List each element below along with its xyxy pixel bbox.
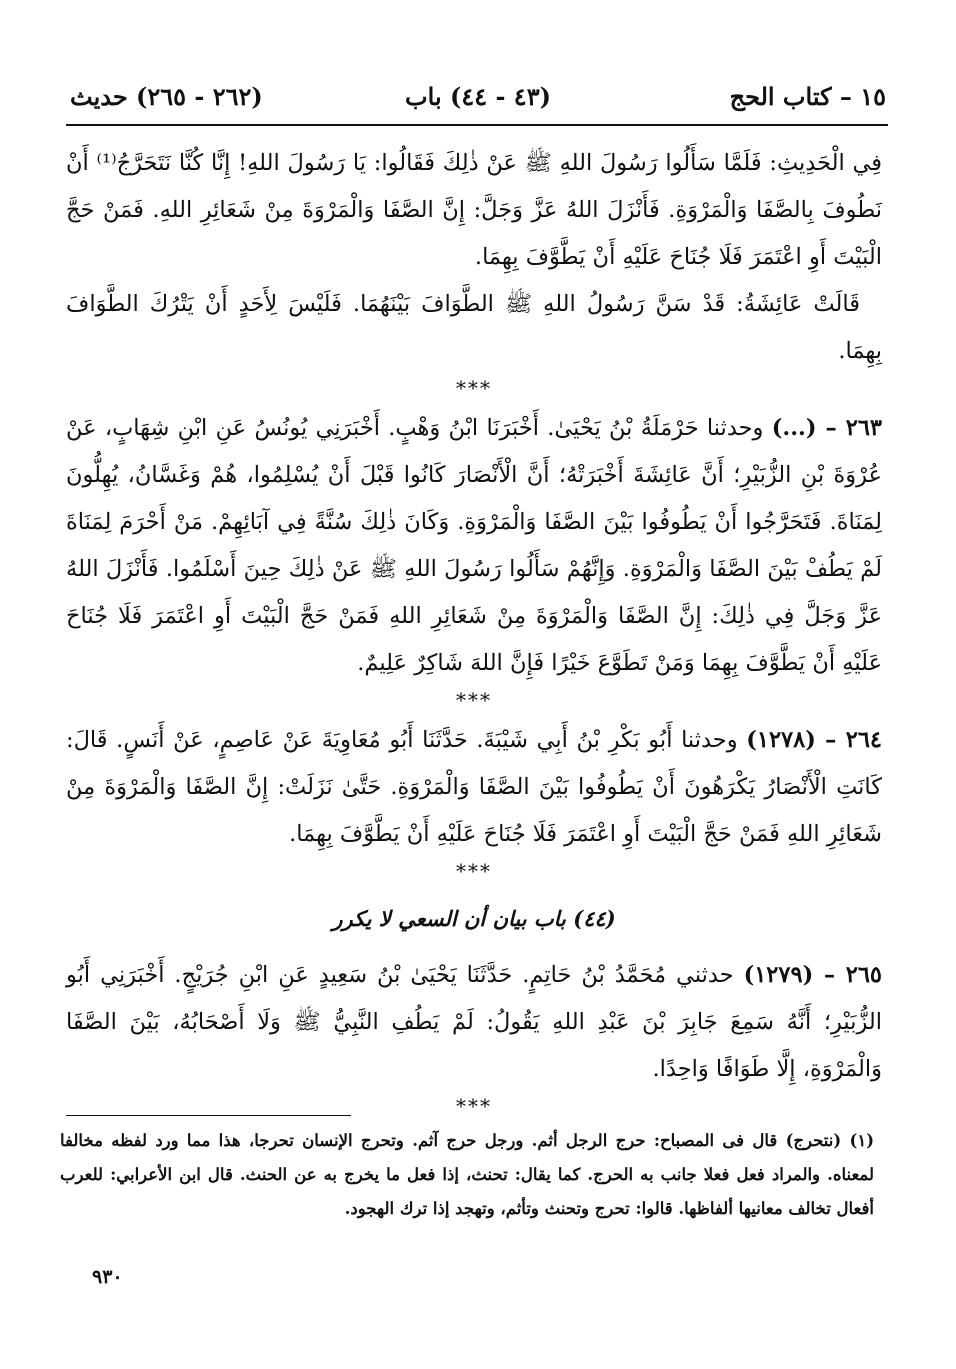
hadith-265-number: ٢٦٥ – (١٢٧٩)	[743, 962, 883, 988]
hadith-264	[66, 717, 882, 858]
separator-stars: ***	[456, 376, 492, 400]
page-number: ٩٣٠	[92, 1266, 123, 1288]
header-rule	[66, 124, 888, 126]
hadith-265	[66, 952, 882, 1093]
separator-stars: ***	[456, 688, 492, 712]
main-text	[66, 140, 882, 1123]
hadith-264-text: وحدثنا أَبُو بَكْرِ بْنُ أَبِي شَيْبَةَ. حَدَّثَنَا أَبُو مُعَاوِيَةَ عَنْ عَاصِمٍ، عَنْ أَنَسٍ. قَالَ: كَانَتِ الْأَنْصَارُ يَكْرَهُونَ أَنْ يَطُوفُوا بَيْنَ الصَّفَا وَالْمَرْوَةِ. حَتَّىٰ نَزَلَتْ: إِنَّ الصَّفَا وَالْمَرْوَةَ مِنْ شَعَائِرِ اللهِ فَمَنْ حَجَّ الْبَيْتَ أَوِ اعْتَمَرَ فَلَا جُنَاحَ عَلَيْهِ أَنْ يَطَّوَّفَ بِهِمَا.	[66, 727, 882, 847]
header-book-title: ١٥ – كتاب الحج	[729, 82, 886, 111]
header-bab-range: (٤٣ - ٤٤) باب	[405, 82, 551, 111]
footnote-rule	[66, 1115, 351, 1116]
hadith-263	[66, 405, 882, 687]
separator-stars: ***	[456, 1094, 492, 1118]
hadith-263-text: وحدثنا حَرْمَلَةُ بْنُ يَحْيَىٰ. أَخْبَرَنَا ابْنُ وَهْبٍ. أَخْبَرَنِي يُونُسُ عَنِ ابْنِ شِهَابٍ، عَنْ عُرْوَةَ بْنِ الزُّبَيْرِ؛ أَنَّ عَائِشَةَ أَخْبَرَتْهُ؛ أَنَّ الْأَنْصَارَ كَانُوا قَبْلَ أَنْ يُسْلِمُوا، هُمْ وَغَسَّانُ، يُهِلُّونَ لِمَنَاةَ. فَتَحَرَّجُوا أَنْ يَطُوفُوا بَيْنَ الصَّفَا وَالْمَرْوَةِ. وَكَانَ ذٰلِكَ سُنَّةً فِي آبَائِهِمْ. مَنْ أَحْرَمَ لِمَنَاةَ لَمْ يَطُفْ بَيْنَ الصَّفَا وَالْمَرْوَةِ. وَإِنَّهُمْ سَأَلُوا رَسُولَ اللهِ ﷺ عَنْ ذٰلِكَ حِينَ أَسْلَمُوا. فَأَنْزَلَ اللهُ عَزَّ وَجَلَّ فِي ذٰلِكَ: إِنَّ الصَّفَا وَالْمَرْوَةَ مِنْ شَعَائِرِ اللهِ فَمَنْ حَجَّ الْبَيْتَ أَوِ اعْتَمَرَ فَلَا جُنَاحَ عَلَيْهِ أَنْ يَطَّوَّفَ بِهِمَا وَمَنْ تَطَوَّعَ خَيْرًا فَإِنَّ اللهَ شَاكِرٌ عَلِيمٌ.	[66, 415, 882, 676]
header-hadith-range: (٢٦٢ - ٢٦٥) حديث	[70, 82, 263, 111]
hadith-265-text: حدثني مُحَمَّدُ بْنُ حَاتِمٍ. حَدَّثَنَا يَحْيَىٰ بْنُ سَعِيدٍ عَنِ ابْنِ جُرَيْجٍ. أَخْبَرَنِي أَبُو الزُّبَيْرِ؛ أَنَّهُ سَمِعَ جَابِرَ بْنَ عَبْدِ اللهِ يَقُولُ: لَمْ يَطُفِ النَّبِيُّ ﷺ وَلَا أَصْحَابُهُ، بَيْنَ الصَّفَا وَالْمَرْوَةِ، إِلَّا طَوَافًا وَاحِدًا.	[66, 962, 882, 1082]
hadith-264-number: ٢٦٤ – (١٢٧٨)	[746, 727, 883, 753]
continued-paragraph: فِي الْحَدِيثِ: فَلَمَّا سَأَلُوا رَسُولَ اللهِ ﷺ عَنْ ذٰلِكَ فَقَالُوا: يَا رَسُولَ اللهِ! إِنَّا كُنَّا نَتَحَرَّجُ⁽¹⁾ أَنْ نَطُوفَ بِالصَّفَا وَالْمَرْوَةِ. فَأَنْزَلَ اللهُ عَزَّ وَجَلَّ: إِنَّ الصَّفَا وَالْمَرْوَةَ مِنْ شَعَائِرِ اللهِ. فَمَنْ حَجَّ الْبَيْتَ أَوِ اعْتَمَرَ فَلَا جُنَاحَ عَلَيْهِ أَنْ يَطَّوَّفَ بِهِمَا.	[66, 150, 882, 270]
separator-stars: ***	[456, 859, 492, 883]
hadith-263-number: ٢٦٣ – (...)	[771, 415, 882, 441]
footnote: (١) (نتحرج) قال فى المصباح: حرج الرجل أثم. ورجل حرج آثم. وتحرج الإنسان تحرجا، هذا مما ورد لفظه مخالفا لمعناه. والمراد فعل فعلا جانب به الحرج. كما يقال: تحنث، إذا فعل ما يخرج به عن الحنث. قال ابن الأعرابي: للعرب أفعال تخالف معانيها ألفاظها. قالوا: تحرج وتحنث وتأثم، وتهجد إذا ترك الهجود.	[60, 1131, 874, 1218]
chapter-heading: (٤٤) باب بيان أن السعي لا يكرر	[332, 906, 616, 931]
running-header	[70, 78, 886, 118]
aisha-statement: قَالَتْ عَائِشَةُ: قَدْ سَنَّ رَسُولُ اللهِ ﷺ الطَّوَافَ بَيْنَهُمَا. فَلَيْسَ لِأَحَدٍ أَنْ يَتْرُكَ الطَّوَافَ بِهِمَا.	[66, 291, 882, 364]
